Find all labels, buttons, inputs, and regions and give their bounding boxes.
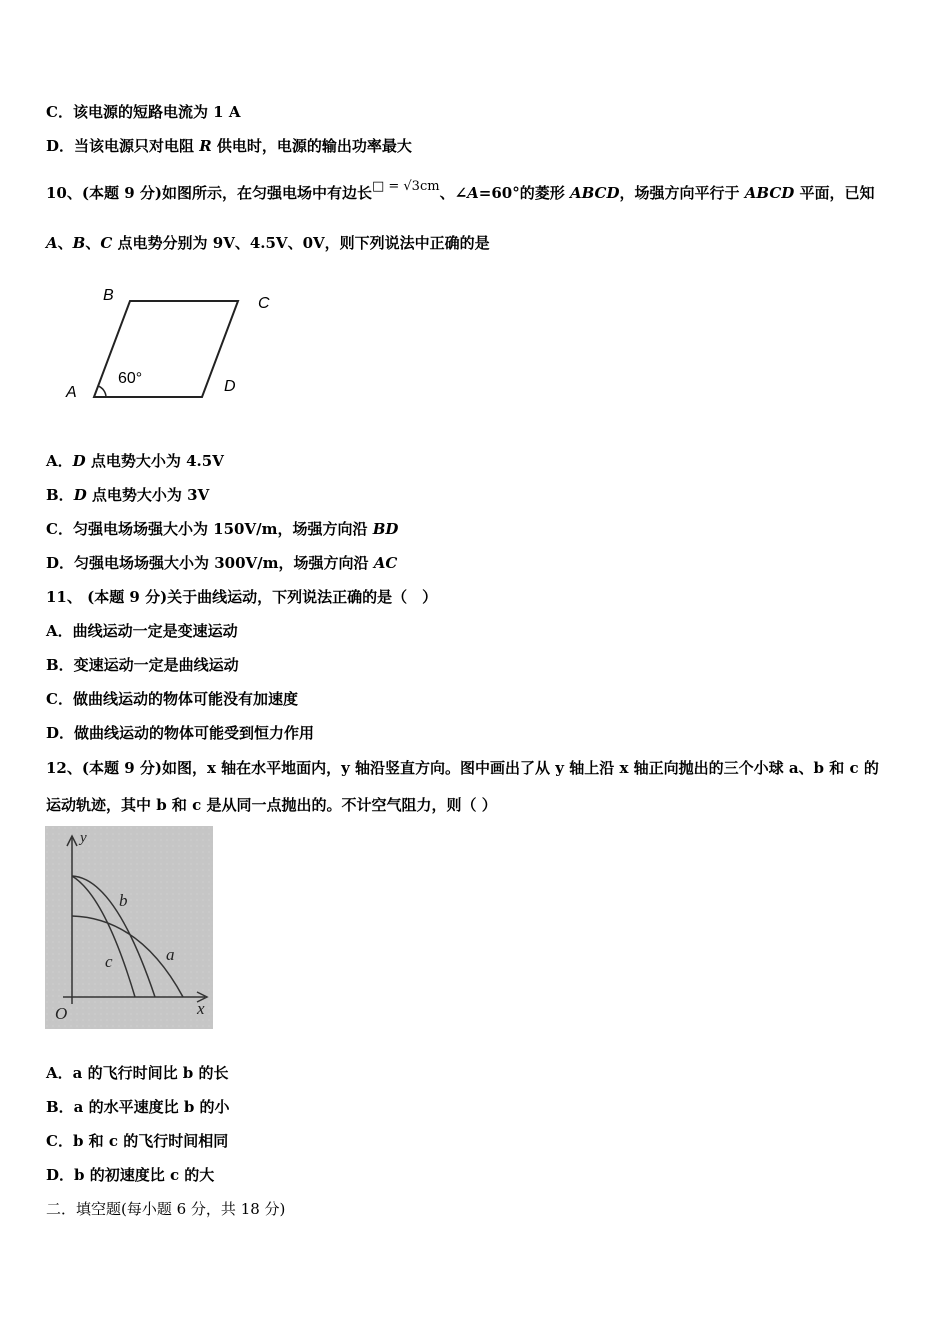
option-12-d: D．b 的初速度比 c 的大: [46, 1166, 215, 1184]
option-12-b: B．a 的水平速度比 b 的小: [46, 1098, 230, 1116]
label-d: D: [224, 378, 236, 395]
label-c: c: [105, 952, 113, 971]
label-c: C: [258, 295, 270, 312]
question-10-stem-cont: A、B、C 点电势分别为 9V、4.5V、0V，则下列说法中正确的是: [46, 234, 490, 252]
rhombus-figure: [58, 282, 278, 407]
label-b: B: [103, 287, 114, 304]
label-b: b: [119, 891, 128, 910]
label-y: y: [80, 830, 87, 846]
option-11-d: D．做曲线运动的物体可能受到恒力作用: [46, 724, 315, 742]
option-11-a: A．曲线运动一定是变速运动: [46, 622, 238, 640]
label-origin: O: [55, 1004, 68, 1023]
question-12-stem-cont: 运动轨迹，其中 b 和 c 是从同一点抛出的。不计空气阻力，则（ ）: [46, 796, 497, 814]
section-2-heading: 二．填空题(每小题 6 分，共 18 分): [46, 1200, 286, 1218]
option-10-prev-d: D．当该电源只对电阻 R 供电时，电源的输出功率最大: [46, 137, 412, 155]
option-12-c: C．b 和 c 的飞行时间相同: [46, 1132, 229, 1150]
option-11-b: B．变速运动一定是曲线运动: [46, 656, 239, 674]
projectile-figure: [45, 826, 213, 1029]
option-10-c: C．匀强电场场强大小为 150V/m，场强方向沿 BD: [46, 520, 399, 538]
option-10-d: D．匀强电场场强大小为 300V/m，场强方向沿 AC: [46, 554, 398, 572]
option-10-prev-c: C．该电源的短路电流为 1 A: [46, 103, 241, 121]
option-11-c: C．做曲线运动的物体可能没有加速度: [46, 690, 298, 708]
label-a: A: [66, 384, 77, 401]
formula-side-length: □ = √3cm: [371, 179, 440, 194]
angle-label: 60°: [118, 370, 143, 387]
angle-arc: [98, 386, 106, 397]
option-10-a: A．D 点电势大小为 4.5V: [46, 452, 224, 470]
label-a: a: [166, 945, 175, 964]
rhombus-shape: [94, 301, 238, 397]
question-12-stem: 12、(本题 9 分)如图，x 轴在水平地面内，y 轴沿竖直方向。图中画出了从 y 轴上沿 x 轴正向抛出的三个小球 a、b 和 c 的: [46, 759, 879, 777]
option-10-b: B．D 点电势大小为 3V: [46, 486, 210, 504]
option-12-a: A．a 的飞行时间比 b 的长: [46, 1064, 229, 1082]
question-11-stem: 11、 (本题 9 分)关于曲线运动，下列说法正确的是（ ）: [46, 588, 438, 606]
question-10-stem: 10、(本题 9 分)如图所示，在匀强电场中有边长□ = √3cm、∠A=60°的菱形 ABCD，场强方向平行于 ABCD 平面，已知: [46, 179, 875, 202]
label-x: x: [197, 999, 205, 1018]
